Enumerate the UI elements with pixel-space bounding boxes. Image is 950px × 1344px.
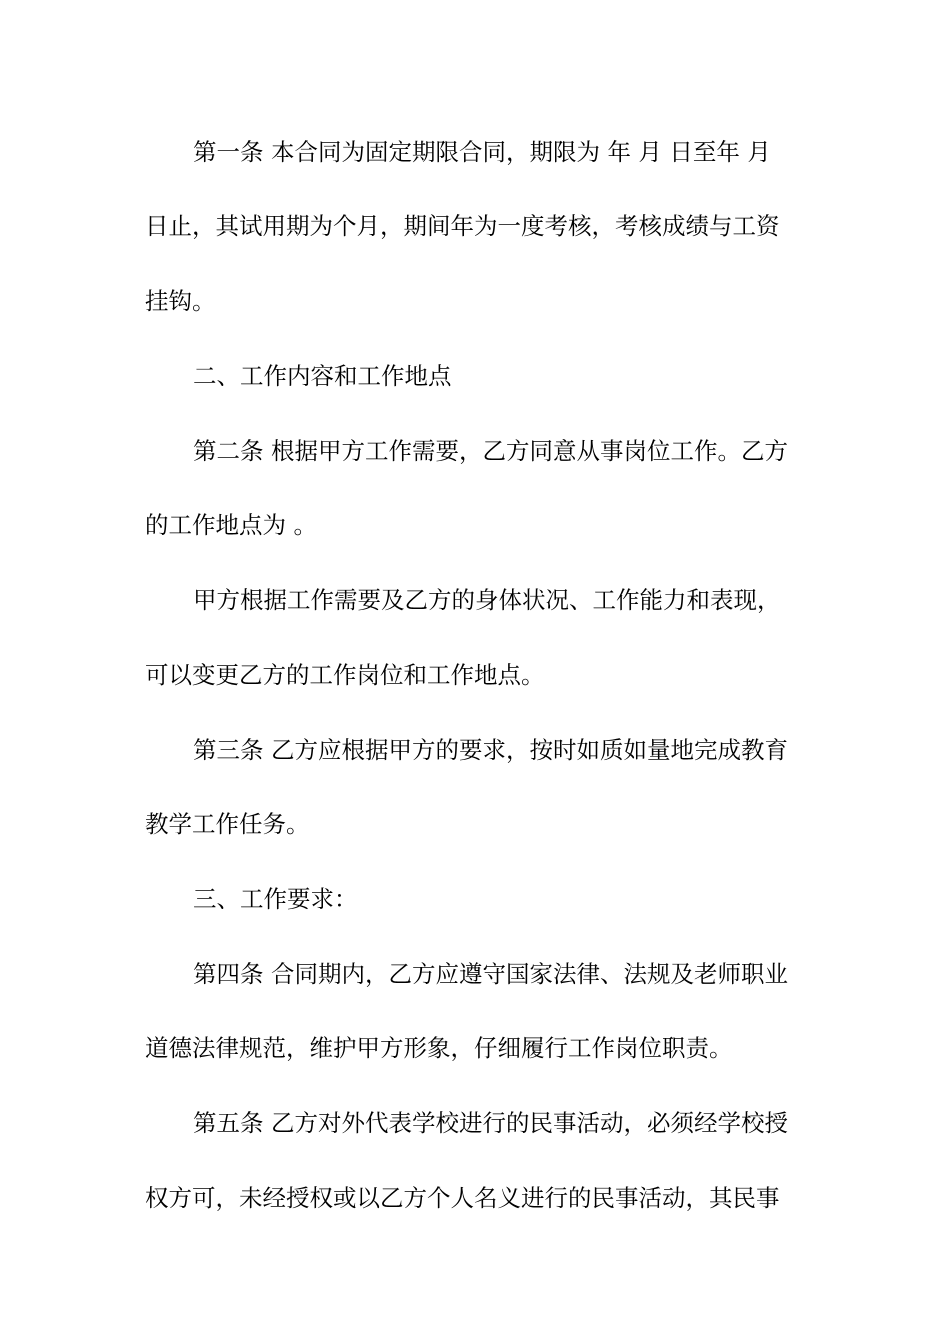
text-line: 第二条 根据甲方工作需要，乙方同意从事岗位工作。乙方 xyxy=(193,437,788,465)
text-line: 的工作地点为 。 xyxy=(145,511,317,539)
text-line: 日止，其试用期为个月，期间年为一度考核，考核成绩与工资 xyxy=(145,212,780,240)
text-line: 可以变更乙方的工作岗位和工作地点。 xyxy=(145,661,545,689)
text-line: 权方可，未经授权或以乙方个人名义进行的民事活动，其民事 xyxy=(145,1184,780,1212)
section-heading: 二、工作内容和工作地点 xyxy=(193,362,452,390)
text-line: 第五条 乙方对外代表学校进行的民事活动，必须经学校授 xyxy=(193,1109,788,1137)
text-line: 第三条 乙方应根据甲方的要求，按时如质如量地完成教育 xyxy=(193,736,788,764)
text-line: 甲方根据工作需要及乙方的身体状况、工作能力和表现， xyxy=(193,586,781,614)
text-line: 第四条 合同期内，乙方应遵守国家法律、法规及老师职业 xyxy=(193,960,788,988)
section-heading: 三、工作要求： xyxy=(193,885,358,913)
text-line: 挂钩。 xyxy=(145,287,216,315)
text-line: 道德法律规范，维护甲方形象，仔细履行工作岗位职责。 xyxy=(145,1034,733,1062)
text-line: 教学工作任务。 xyxy=(145,810,310,838)
text-line: 第一条 本合同为固定期限合同，期限为 年 月 日至年 月 xyxy=(193,138,771,166)
